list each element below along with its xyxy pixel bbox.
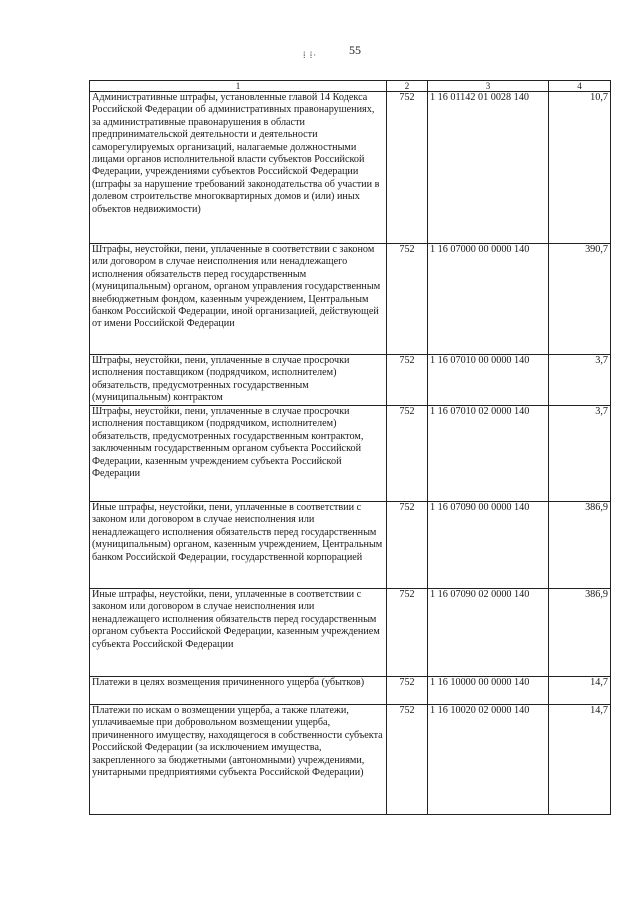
column-header: 3 xyxy=(428,81,549,92)
table-row xyxy=(90,244,611,355)
row-admin-code: 752 xyxy=(387,244,428,355)
table-row xyxy=(90,92,611,244)
row-admin-code: 752 xyxy=(387,406,428,502)
row-admin-code: 752 xyxy=(387,355,428,406)
row-description: Административные штрафы, установленные главой 14 Кодекса Российской Федерации об административных правонарушениях, за административные правонарушения в области предпринимательской деятельности и деятельности саморегулируемых организаций, налагаемые должностными лицами органов исполнительной власти субъектов Российской Федерации, учреждениями субъектов Российской Федерации (штрафы за нарушение требований законодательства об участии в долевом строительстве многоквартирных домов и (или) иных объектов недвижимости) xyxy=(90,92,387,244)
row-admin-code: 752 xyxy=(387,502,428,589)
row-budget-code: 1 16 01142 01 0028 140 xyxy=(428,92,549,244)
column-header: 4 xyxy=(549,81,611,92)
row-budget-code: 1 16 10000 00 0000 140 xyxy=(428,677,549,705)
row-budget-code: 1 16 07010 02 0000 140 xyxy=(428,406,549,502)
row-description: Платежи в целях возмещения причиненного ущерба (убытков) xyxy=(90,677,387,705)
page-number: 55 xyxy=(349,43,361,57)
row-admin-code: 752 xyxy=(387,677,428,705)
table-row xyxy=(90,677,611,705)
row-amount: 390,7 xyxy=(549,244,611,355)
row-description: Штрафы, неустойки, пени, уплаченные в случае просрочки исполнения поставщиком (подрядчиком, исполнителем) обязательств, предусмотренных государственным (муниципальным) контрактом xyxy=(90,355,387,406)
table-row xyxy=(90,406,611,502)
row-amount: 386,9 xyxy=(549,589,611,677)
table-header-row xyxy=(90,81,611,92)
row-description: Иные штрафы, неустойки, пени, уплаченные в соответствии с законом или договором в случае неисполнения или ненадлежащего исполнения обязательств перед государственным (муниципальным) органом, казенным учреждением, Центральным банком Российской Федерации, государственной корпорацией xyxy=(90,502,387,589)
row-amount: 3,7 xyxy=(549,355,611,406)
table-row xyxy=(90,502,611,589)
row-description: Штрафы, неустойки, пени, уплаченные в случае просрочки исполнения поставщиком (подрядчиком, исполнителем) обязательств, предусмотренных государственным контрактом, заключенным государственным органом субъекта Российской Федерации, казенным учреждением субъекта Российской Федерации xyxy=(90,406,387,502)
column-header: 1 xyxy=(90,81,387,92)
row-description: Штрафы, неустойки, пени, уплаченные в соответствии с законом или договором в случае неисполнения или ненадлежащего исполнения обязательств перед государственным (муниципальным) органом, органом управления государственным внебюджетным фондом, казенным учреждением, Центральным банком Российской Федерации, иной организацией, действующей от имени Российской Федерации xyxy=(90,244,387,355)
table-row xyxy=(90,589,611,677)
row-amount: 386,9 xyxy=(549,502,611,589)
table-row xyxy=(90,355,611,406)
revenue-table xyxy=(89,80,611,815)
row-admin-code: 752 xyxy=(387,92,428,244)
row-admin-code: 752 xyxy=(387,705,428,815)
scan-mark: ⁞ ⁞· xyxy=(303,50,318,60)
row-budget-code: 1 16 07090 02 0000 140 xyxy=(428,589,549,677)
row-budget-code: 1 16 07000 00 0000 140 xyxy=(428,244,549,355)
row-amount: 14,7 xyxy=(549,705,611,815)
row-description: Платежи по искам о возмещении ущерба, а также платежи, уплачиваемые при добровольном возмещении ущерба, причиненного имуществу, находящегося в собственности субъекта Российской Федерации (за исключением имущества, закрепленного за бюджетными (автономными) учреждениями, унитарными предприятиями субъекта Российской Федерации) xyxy=(90,705,387,815)
table-row xyxy=(90,705,611,815)
row-amount: 3,7 xyxy=(549,406,611,502)
row-budget-code: 1 16 07090 00 0000 140 xyxy=(428,502,549,589)
row-amount: 10,7 xyxy=(549,92,611,244)
row-budget-code: 1 16 10020 02 0000 140 xyxy=(428,705,549,815)
row-admin-code: 752 xyxy=(387,589,428,677)
column-header: 2 xyxy=(387,81,428,92)
row-amount: 14,7 xyxy=(549,677,611,705)
row-budget-code: 1 16 07010 00 0000 140 xyxy=(428,355,549,406)
row-description: Иные штрафы, неустойки, пени, уплаченные в соответствии с законом или договором в случае неисполнения или ненадлежащего исполнения обязательств перед государственным органом субъекта Российской Федерации, казенным учреждением субъекта Российской Федерации xyxy=(90,589,387,677)
